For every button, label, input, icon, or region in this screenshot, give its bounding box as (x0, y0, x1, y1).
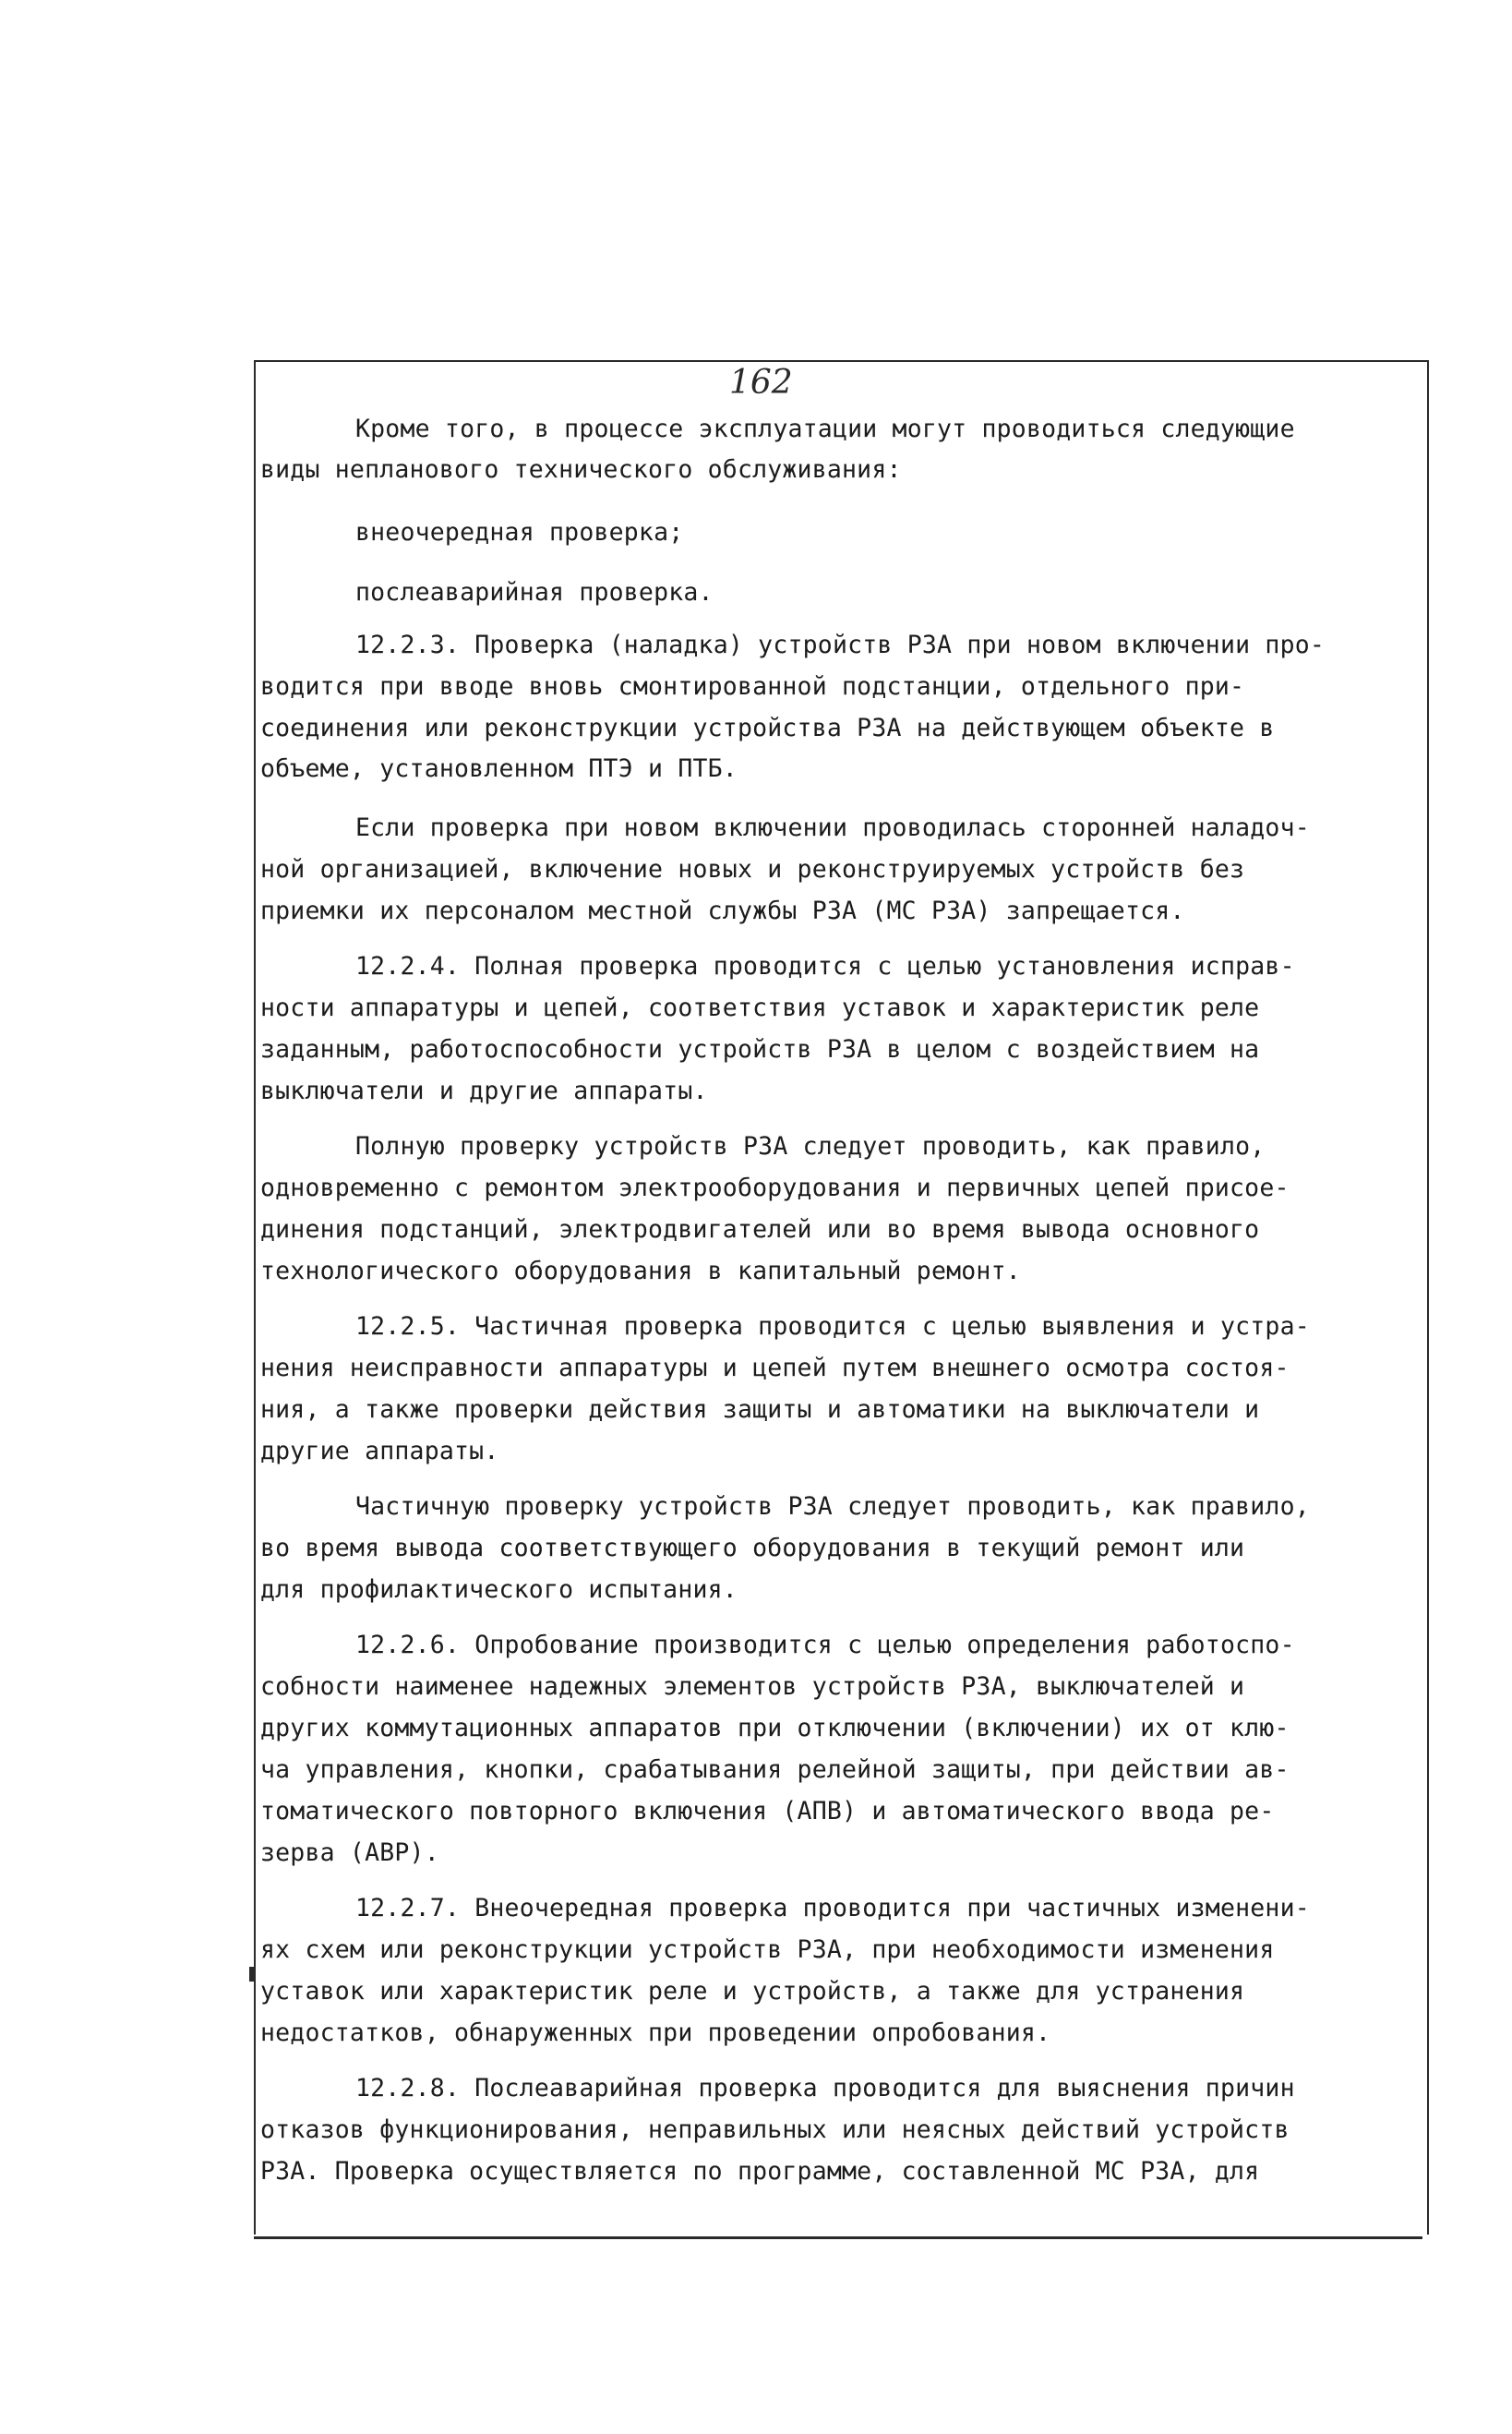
text-line: приемки их персоналом местной службы РЗА (МС РЗА) запрещается. (260, 897, 1185, 925)
text-line: послеаварийная проверка. (355, 578, 714, 607)
text-line: виды непланового технического обслуживания: (260, 455, 902, 484)
text-line: Если проверка при новом включении проводилась сторонней наладоч- (355, 813, 1310, 842)
text-line: Частичную проверку устройств РЗА следует проводить, как правило, (355, 1492, 1310, 1521)
text-line: зерва (АВР). (260, 1838, 439, 1867)
text-line: Кроме того, в процессе эксплуатации могут проводиться следующие (355, 415, 1295, 443)
text-line: другие аппараты. (260, 1437, 499, 1465)
text-line: других коммутационных аппаратов при отключении (включении) их от клю- (260, 1714, 1290, 1742)
text-line: заданным, работоспособности устройств РЗА в целом с воздействием на (260, 1035, 1260, 1064)
text-line: для профилактического испытания. (260, 1575, 738, 1604)
text-line: ности аппаратуры и цепей, соответствия уставок и характеристик реле (260, 994, 1260, 1022)
text-line: ях схем или реконструкции устройств РЗА, при необходимости изменения (260, 1935, 1275, 1964)
text-line: 12.2.4. Полная проверка проводится с целью установления исправ- (355, 952, 1295, 981)
text-line: ния, а также проверки действия защиты и автоматики на выключатели и (260, 1395, 1260, 1424)
text-line: внеочередная проверка; (355, 518, 684, 547)
text-line: технологического оборудования в капитальный ремонт. (260, 1257, 1021, 1285)
text-line: отказов функционирования, неправильных или неясных действий устройств (260, 2115, 1290, 2144)
text-line: 12.2.5. Частичная проверка проводится с целью выявления и устра- (355, 1312, 1310, 1341)
text-line: уставок или характеристик реле и устройств, а также для устранения (260, 1977, 1245, 2006)
text-line: собности наименее надежных элементов устройств РЗА, выключателей и (260, 1672, 1245, 1701)
text-line: недостатков, обнаруженных при проведении опробования. (260, 2018, 1051, 2047)
text-line: 12.2.6. Опробование производится с целью определения работоспо- (355, 1631, 1295, 1659)
text-line: водится при вводе вновь смонтированной подстанции, отдельного при- (260, 672, 1245, 701)
text-line: во время вывода соответствующего оборудования в текущий ремонт или (260, 1534, 1245, 1562)
text-line: 12.2.3. Проверка (наладка) устройств РЗА при новом включении про- (355, 631, 1326, 659)
text-line: объеме, установленном ПТЭ и ПТБ. (260, 754, 738, 783)
text-line: Полную проверку устройств РЗА следует проводить, как правило, (355, 1132, 1266, 1161)
text-line: ча управления, кнопки, срабатывания релейной защиты, при действии ав- (260, 1755, 1290, 1784)
text-line: соединения или реконструкции устройства РЗА на действующем объекте в (260, 714, 1275, 742)
text-line: 12.2.8. Послеаварийная проверка проводится для выяснения причин (355, 2074, 1295, 2103)
text-line: одновременно с ремонтом электрооборудования и первичных цепей присое- (260, 1174, 1290, 1202)
page-number: 162 (729, 364, 793, 402)
text-line: выключатели и другие аппараты. (260, 1077, 708, 1105)
text-line: 12.2.7. Внеочередная проверка проводится при частичных изменени- (355, 1894, 1310, 1922)
text-line: нения неисправности аппаратуры и цепей путем внешнего осмотра состоя- (260, 1354, 1290, 1382)
text-line: ной организацией, включение новых и реконструируемых устройств без (260, 855, 1245, 884)
text-line: динения подстанций, электродвигателей или во время вывода основного (260, 1215, 1260, 1244)
text-line: томатического повторного включения (АПВ) и автоматического ввода ре- (260, 1797, 1275, 1826)
text-line: РЗА. Проверка осуществляется по программе, составленной МС РЗА, для (260, 2157, 1260, 2186)
